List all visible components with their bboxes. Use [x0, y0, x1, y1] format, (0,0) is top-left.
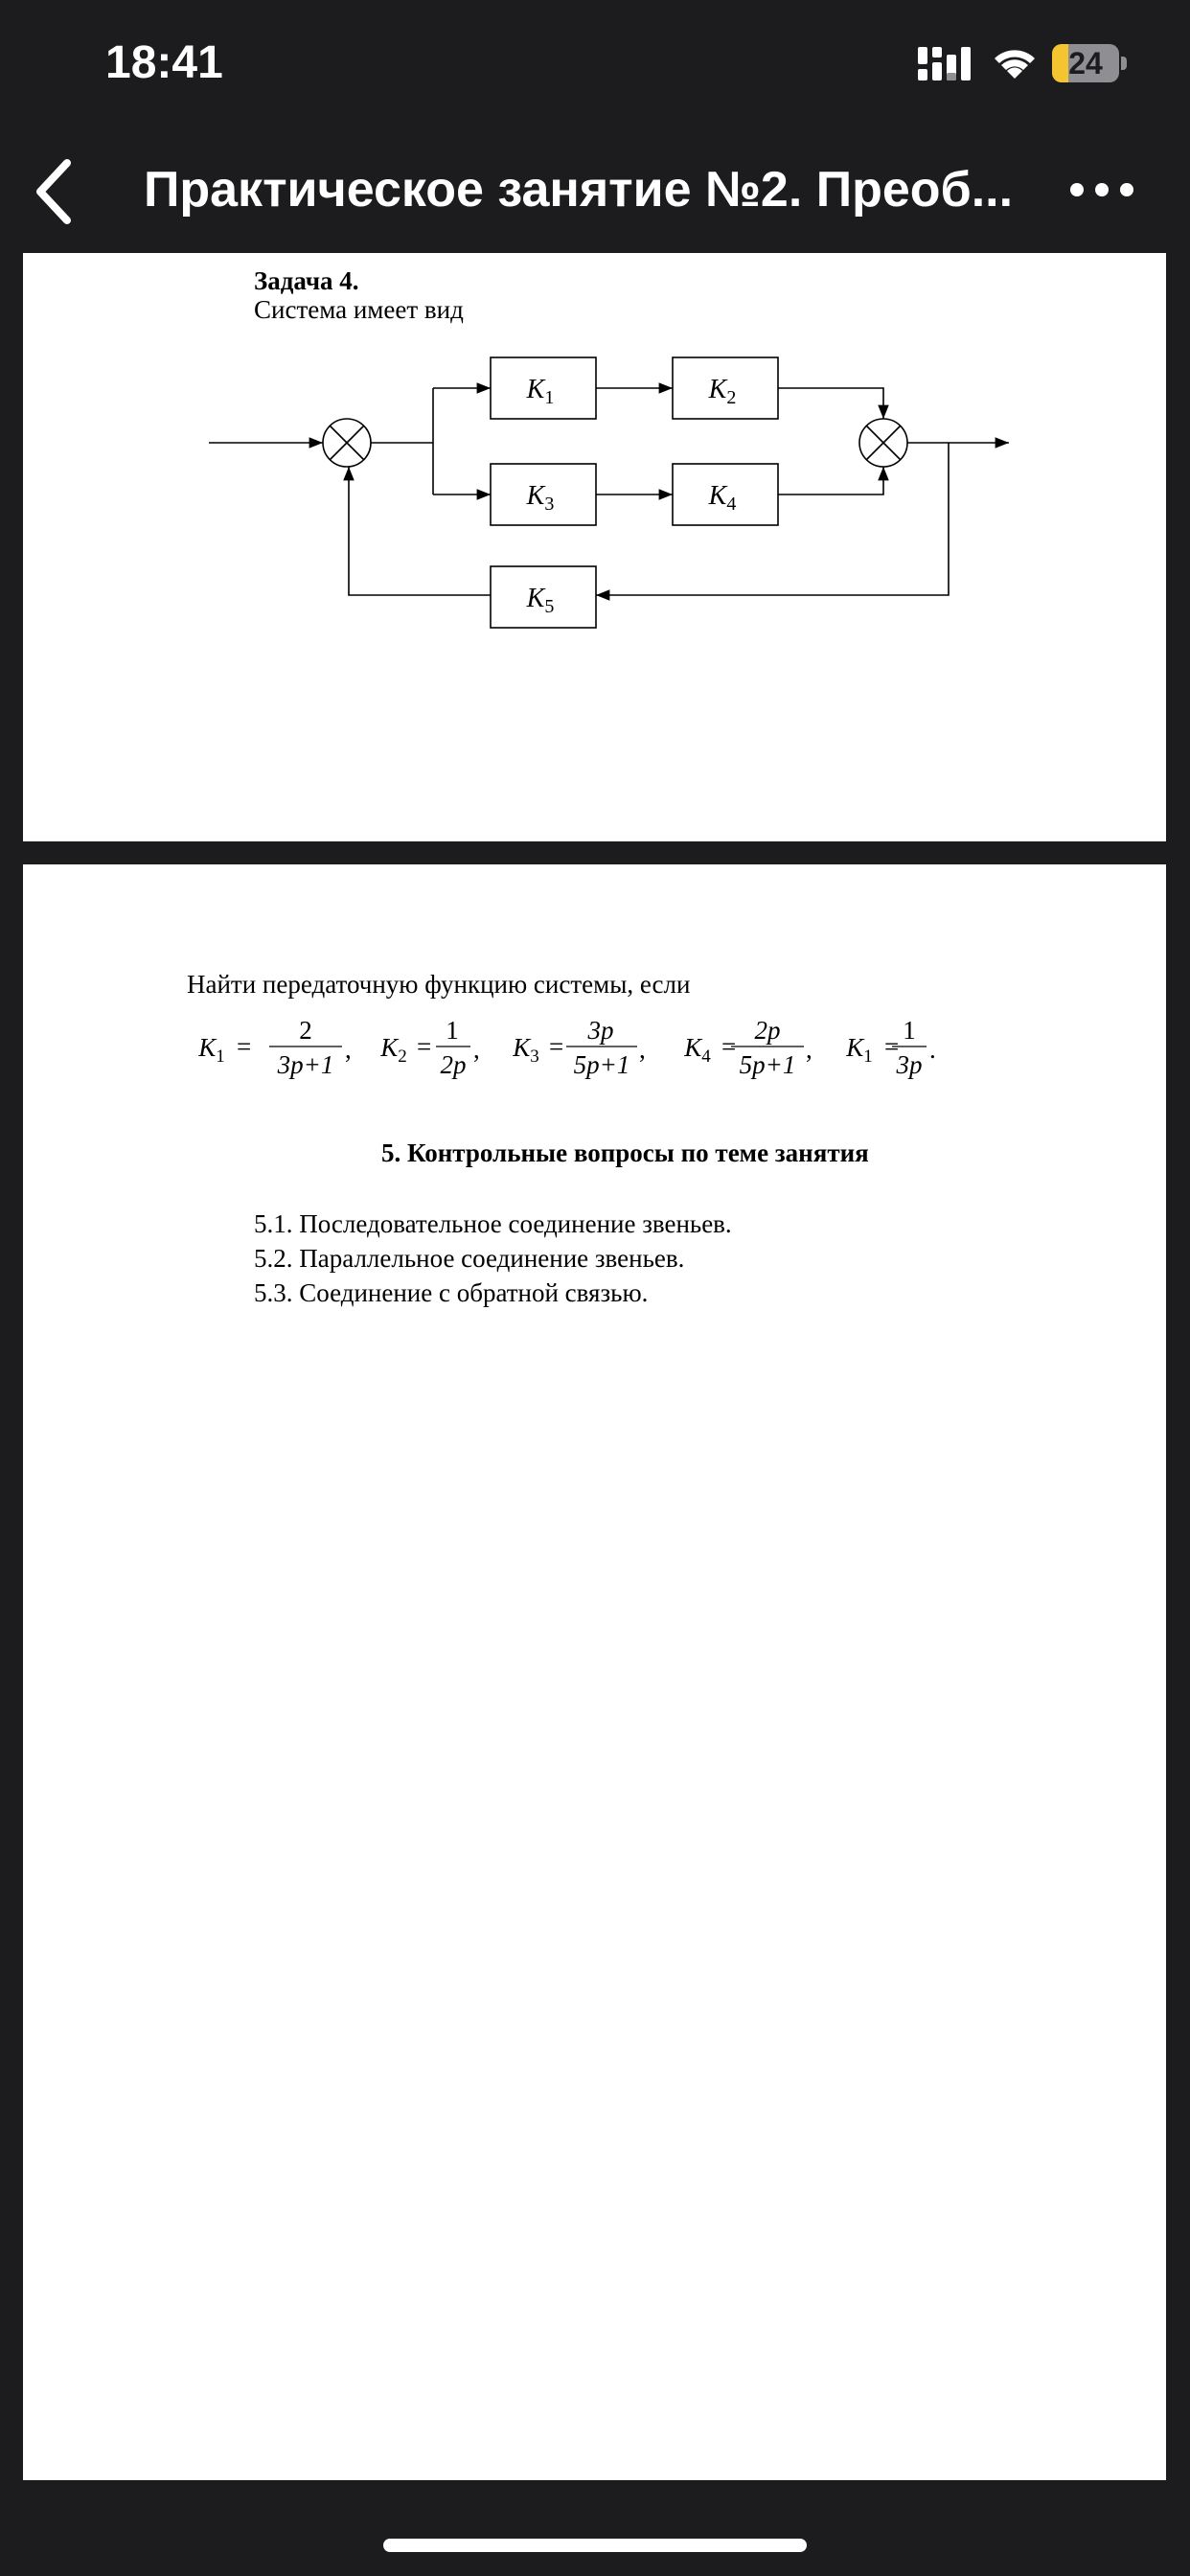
formula-k2 [379, 1016, 480, 1079]
svg-text:K3: $K_3$ [513, 1033, 539, 1067]
document-title: Практическое занятие №2. Преоб... [144, 162, 1014, 218]
svg-text:K4: $K_4$ [684, 1033, 711, 1067]
document-page-2[interactable] [23, 864, 1166, 2480]
formula-row [187, 1008, 1049, 1085]
svg-text:=: = [884, 1032, 900, 1061]
battery-cap [1121, 57, 1127, 70]
svg-text:,: , [345, 1035, 352, 1064]
wifi-icon [990, 42, 1040, 80]
home-indicator[interactable] [383, 2539, 807, 2552]
status-bar [0, 0, 1190, 134]
svg-text:K1: $K_1$ [846, 1033, 873, 1067]
task-description: Система имеет вид [254, 295, 464, 324]
block-k1-label: $K_1$ [526, 375, 555, 408]
chevron-left-icon [21, 151, 88, 232]
svg-text:,: , [639, 1035, 646, 1064]
formula-k1-second [845, 1016, 936, 1079]
svg-text:2p: 2p [754, 1016, 781, 1045]
question-item: 5.3. Соединение с обратной связью. [254, 1278, 649, 1307]
svg-text:2p: 2p [440, 1050, 467, 1079]
svg-text:5p+1: 5p+1 [739, 1050, 796, 1079]
svg-text:1: 1 [903, 1016, 916, 1045]
svg-text:2: 2 [299, 1016, 312, 1045]
svg-text:K2: $K_2$ [380, 1033, 407, 1067]
battery-level-text: 24 [1068, 46, 1103, 80]
battery-indicator [1052, 44, 1127, 82]
formula-k1 [197, 1016, 352, 1079]
svg-text:=: = [721, 1032, 737, 1061]
svg-text:K1: $K_1$ [198, 1033, 225, 1067]
svg-text:,: , [473, 1035, 480, 1064]
svg-text:,: , [806, 1035, 812, 1064]
question-item: 5.1. Последовательное соединение звеньев. [254, 1209, 732, 1238]
svg-text:1: 1 [446, 1016, 459, 1045]
section-title: 5. Контрольные вопросы по теме занятия [381, 1138, 869, 1167]
svg-text:3p: 3p [896, 1050, 923, 1079]
back-button[interactable] [21, 151, 88, 232]
block-k4-label: $K_4$ [708, 481, 737, 515]
more-options-button[interactable] [1065, 167, 1138, 213]
block-k3-label: $K_3$ [526, 481, 555, 515]
svg-text:3p: 3p [587, 1016, 614, 1045]
formula-k4 [683, 1016, 812, 1079]
ellipsis-icon [1065, 167, 1138, 213]
cellular-signal-icon [918, 46, 972, 82]
find-instruction: Найти передаточную функцию системы, если [187, 970, 691, 999]
block-k5-label: $K_5$ [526, 584, 555, 617]
svg-text:5p+1: 5p+1 [573, 1050, 630, 1079]
battery-body [1052, 44, 1119, 82]
svg-text:=: = [237, 1032, 252, 1061]
svg-text:=: = [417, 1032, 432, 1061]
svg-text:=: = [549, 1032, 564, 1061]
status-time: 18:41 [105, 37, 223, 88]
summing-junction-1 [323, 419, 371, 467]
task-title: Задача 4. [254, 266, 359, 295]
question-item: 5.2. Параллельное соединение звеньев. [254, 1244, 685, 1273]
navigation-bar [0, 134, 1190, 249]
document-page-1[interactable] [23, 253, 1166, 841]
svg-text:.: . [929, 1035, 936, 1064]
summing-junction-2 [859, 419, 907, 467]
block-k2-label: $K_2$ [708, 375, 737, 408]
formula-k3 [512, 1016, 646, 1079]
svg-text:3p+1: 3p+1 [277, 1050, 334, 1079]
block-diagram [23, 253, 1166, 841]
